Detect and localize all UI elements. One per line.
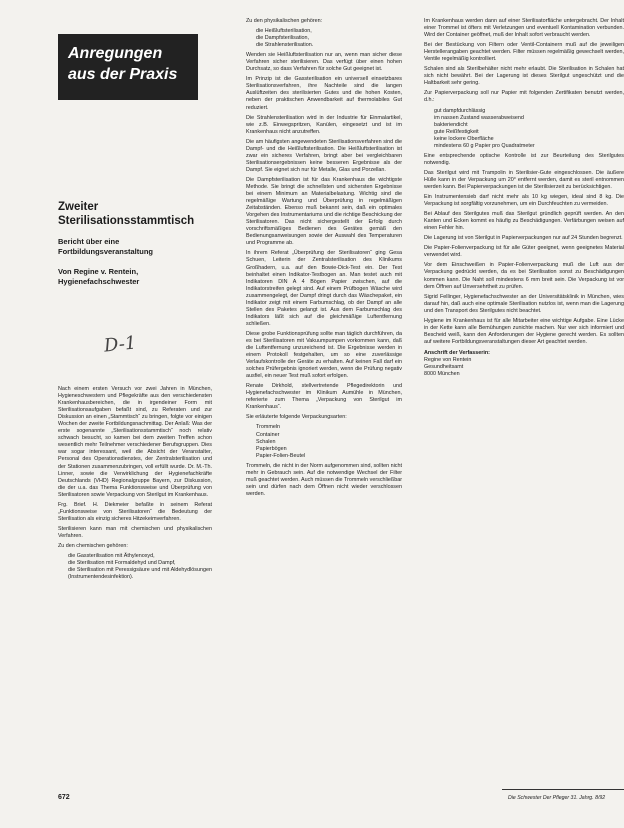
author-address-line: Regine von Rentein (424, 356, 472, 363)
list-item: keine lockere Oberfläche (434, 135, 494, 142)
paragraph: Bei Ablauf des Sterilgutes muß das Sterilgut gründlich geprüft werden. An den Kanten und Ecken kommt es häufig zu Beschädigungen. Verfärbungen weisen auf einen Fehler hin. (424, 211, 624, 232)
paragraph: Zu den chemischen gehören: (58, 542, 128, 549)
paragraph: Sigrid Fellinger, Hygienefachschwester an der Universitätsklinik in München, wies darauf hin, daß auch eine optimale Sterilisation nutzlos ist, wenn man die Lagerung und den Transport des Sterilgutes nicht beachtet. (424, 293, 624, 314)
list-item: bakteriendicht (434, 121, 468, 128)
paragraph: Die Dampfsterilisation ist für das Krankenhaus die wichtigste Methode. Sie bringt die schnellsten und sichersten Ergebnisse bei einem Minimum an Materialbelastung. Wichtig sind die regelmäßige Wartung und Überprüfung in regelmäßigen Zeitabständen. Ebenso muß bekannt sein, daß ein optimales Vorgehen des Instrumentariums und die richtige Beschickung der Sterilisatoren. Das nicht sichergestellt der Erfolg durch vorschriftsmäßiges Bedienen des Gerätes gemäß den Bedienungsanweisungen sowie der Auswahl des Temperaturen und Programme ab. (246, 176, 402, 247)
paragraph: Frg. Brief. H. Diekmeier befaßte in seinem Referat „Funktionsweise von Sterilisatoren“ die Bedeutung der Sterilisation als einzig sicheres Hitzekeimverfahren. (58, 501, 212, 522)
journal-footer: Die Schwester Der Pfleger 31. Jahrg. 8/92 (508, 795, 606, 801)
author-address-line: 8000 München (424, 371, 460, 378)
list-item: gut dampfdurchlässig (434, 107, 486, 114)
paragraph: In ihrem Referat „Überprüfung der Sterilisatoren“ ging Gesa Schuen, Leiterin der Zentralsterilisation des Klinikums Großhadern, u.a. auf den Bowie-Dick-Test ein. Der Test beinhaltet einen Indikator-Testbogen an. Man testet auch mit Indikatoren DIN A 4 Bögen Papier zwischen, auf die Indikatorstreifen gelegt sind. Auf einem Prüfbogen Wäsche wird zusammengelegt, der Dampf dringt durch das Wäschepaket, ein Indikator zeigt mit einem Farbumschlag, ob der Dampf an alle Stellen des Paketes gelangt ist. Aus dem Farbumschlag des Indikators läßt sich auf die gleichmäßige Luftentfernung schließen. (246, 250, 402, 327)
author-address-heading: Anschrift der Verfasserin: (424, 349, 490, 356)
paragraph: Im Krankenhaus werden dann auf einer Sterilisatorfläche untergebracht. Der Inhalt einer Trommel ist öfters mit Verletzungen und eventuell Kontamination verbunden. Wird der Container geöffnet, muß der Inhalt sofort verbraucht werden. (424, 18, 624, 39)
paragraph: Die am häufigsten angewendeten Sterilisationsverfahren sind die Dampf- und die Heißluftsterilisation. Die Heißluftsterilisation ist zwar ein sicheres Verfahren, bringt aber bei vergleichbaren Sterilisationsergebnissen keine besseren Ergebnisse als der Dampf. Sie eignet sich nur für Metalle, Glas und Porzellan. (246, 138, 402, 173)
list-item: Schalen (256, 438, 276, 445)
list-item: Trommeln (256, 424, 281, 431)
paragraph: Im Prinzip ist die Gassterilisation ein universell einsetzbares Sterilisationsverfahren, ihre Nachteile sind die langen Auslüftzeiten des sterilisierten Gutes und die hohen Kosten, neben der praktischen Anwendbarkeit auf thermolabiles Gut reduziert. (246, 76, 402, 111)
article-subtitle: Bericht über eine Fortbildungsveranstaltung (58, 237, 154, 256)
handwritten-signature: D-1 (102, 332, 138, 357)
paragraph: Renate Dirkhold, stellvertretende Pflegedirektorin und Hygienefachschwester im Klinikum Aumühle in München, referierte zum Thema „Verpackung von Sterilgut im Krankenhaus“. (246, 383, 402, 411)
banner-line-2: aus der Praxis (68, 66, 178, 83)
list-item: Papier-Folien-Beutel (256, 452, 306, 459)
list-item: die Gassterilisation mit Äthylenoxyd, (68, 553, 155, 560)
list-item: Papierbögen (256, 445, 287, 452)
author-address-line: Gesundheitsamt (424, 364, 464, 371)
list-item: Container (256, 431, 280, 438)
paragraph: Trommeln, die nicht in der Norm aufgenommen sind, sollten nicht mehr in Gebrauch sein. Auf die notwendige Wechsel der Filter muß geachtet werden. Auch müssen die Trommeln verschließbar sein und dürfen nach dem Öffnen nicht wieder verschlossen werden. (246, 462, 402, 497)
list-item: die Heißluftsterilisation, (256, 28, 312, 35)
paragraph: Bei der Bestückung von Filtern oder Ventil-Containern muß auf die jeweiligen Herstellerangaben geachtet werden. Filter müssen regelmäßig gewechselt werden, Ventile regelmäßig kontrolliert. (424, 42, 624, 63)
paragraph: Vor dem Einschweißen in Papier-Folienverpackung muß die Luft aus der Verpackung gedrückt werden, da es bei Sterilisation sonst zu Beschädigungen kommen kann. Die Naht soll mindestens 6 mm breit sein. Die Verpackung ist vor dem Öffnen auf Unversehrtheit zu prüfen. (424, 262, 624, 290)
paragraph: Die Lagerung ist von Sterilgut in Papierverpackungen nur auf 24 Stunden begrenzt. (424, 235, 623, 242)
list-item: gute Reißfestigkeit (434, 128, 479, 135)
list-item: mindestens 60 g Papier pro Quadratmeter (434, 142, 535, 149)
paragraph: Sie erläuterte folgende Verpackungsarten: (246, 414, 347, 421)
paragraph: Das Sterilgut wird mit Trampolin in Sterilisier-Gute eingeschlossen. Die äußere Hülle kann in der Verpackung um 20° entfernt werden, damit es steril entnommen werden kann. Bei Papierverpackungen ist die Sterilisierzeit zu berücksichtigen. (424, 169, 624, 190)
physical-methods-list (246, 28, 402, 49)
paper-requirements-list (424, 108, 624, 150)
paragraph: Eine entsprechende optische Kontrolle ist zur Beurteilung des Sterilgutes notwendig. (424, 152, 624, 166)
paragraph: Wenden sie Heißluftsterilisation nur an, wenn man sicher diese Verfahren sicher sterilisieren. Das verfügt über einen hohen Durchsatz, so dass Verfahren für solche Gut geeignet ist. (246, 52, 402, 73)
paragraph: Nach einem ersten Versuch vor zwei Jahren in München, Hygieneschwestern und Pflegekräfte aus den verschiedensten Krankenhausbereichen, die in irgendeiner Form mit Sterilisationsaufgaben befaßt sind, zu Referaten und zur Diskussion an einen „Stammtisch“ zu bringen, folgte vor einigen Wochen der zweite Fortbildungsnachmittag. Der Anlaß: Was der erste sogenannte „Sterilisationsstammtisch“ noch relativ schwach besucht, so kamen bei dem zweiten Treffen schon wesentlich mehr Teilnehmer verschiedener Berufsgruppen. Dies war sogar interessant, weil die Absicht der Veranstalter, Personal des Operationsdienstes, der Zentralsterilisation und der Stationen zusammenzubringen, voll erfüllt wurde. Dr. M.-Th. Linner, sowie die Verwirklichung der Hygienefachkräfte Deutschlands (VHD) Regionalgruppe Bayern, zur Diskussion, die der u.a. das Thema Funktionsweise und Überprüfung von Sterilisatoren sowie Verpackung von Sterilgut im Krankenhaus. (58, 386, 212, 498)
paragraph: Hygiene im Krankenhaus ist für alle Mitarbeiter eine wichtige Aufgabe. Eine Lücke in der Kette kann alle Bemühungen zunichte machen. Nur wer sich informiert und Bescheid weiß, kann den Anforderungen der Hygiene gerecht werden. Es sollten auf weitere Fortbildungsveranstaltungen dieser Art geachtet werden. (424, 317, 624, 345)
list-item: die Sterilisation mit Peressigsäure und mit Aldehydlösungen (Instrumentendesinfektion). (68, 567, 212, 581)
paragraph: Die Papier-Folienverpackung ist für alle Güter geeignet, wenn geeignetes Material verwendet wird. (424, 245, 624, 259)
chemical-methods-list (58, 553, 212, 581)
article-author: Von Regine v. Rentein, Hygienefachschwester (58, 267, 140, 286)
paragraph: Diese grobe Funktionsprüfung sollte man täglich durchführen, da es bei Sterilisatoren mit Vakuumpumpen vorkommen kann, daß die Luftentfernung unzureichend ist. Die Ergebnisse werden in einem Protokoll festgehalten, um so eine zuverlässige Verlaufskontrolle der Geräte zu erhalten. Auf keinen Fall darf ein solches Prüfergebnis ignoriert werden, wenn die Prüfung negativ ausfiel, ein neuer Test muß sofort erfolgen. (246, 330, 402, 380)
list-item: die Sterilisation mit Formaldehyd und Dampf, (68, 560, 176, 567)
footer-divider (502, 789, 624, 790)
packaging-list (246, 424, 402, 459)
article-title: Zweiter Sterilisationsstammtisch (58, 201, 195, 227)
paragraph: Ein Instrumentensieb darf nicht mehr als 10 kg wiegen, ideal sind 8 kg. Die Verpackung ist sorgfältig vorzunehmen, um ein Durchfeuchten zu vermeiden. (424, 194, 624, 208)
section-banner (58, 34, 198, 100)
list-item: im nassen Zustand wasserabweisend (434, 114, 524, 121)
page-number: 672 (58, 794, 70, 801)
list-item: die Strahlensterilisation. (256, 42, 314, 49)
text-column-2 (246, 18, 402, 798)
list-item: die Dampfsterilisation, (256, 35, 310, 42)
paragraph: Die Strahlensterilisation wird in der Industrie für Einmalartikel, wie z.B. Einwegspritzen, Kanülen, eingesetzt und ist im Krankenhaus nicht anzutreffen. (246, 114, 402, 135)
paragraph: Zu den physikalischen gehören: (246, 18, 323, 24)
banner-line-1: Anregungen (68, 45, 163, 62)
paragraph: Sterilisieren kann man mit chemischen und physikalischen Verfahren. (58, 525, 212, 539)
paragraph: Schalen sind als Sterilbehälter nicht mehr erlaubt. Die Sterilisation in Schalen hat sich nicht bewährt. Bei der Lagerung ist dieses Sterilgut ungeschützt und die Haltbarkeit sehr gering. (424, 66, 624, 87)
text-column-1 (58, 386, 212, 788)
article-header (58, 200, 208, 287)
paragraph: Zur Papierverpackung soll nur Papier mit folgenden Zertifikaten benutzt werden, d.h.: (424, 90, 624, 104)
text-column-3 (424, 18, 624, 798)
